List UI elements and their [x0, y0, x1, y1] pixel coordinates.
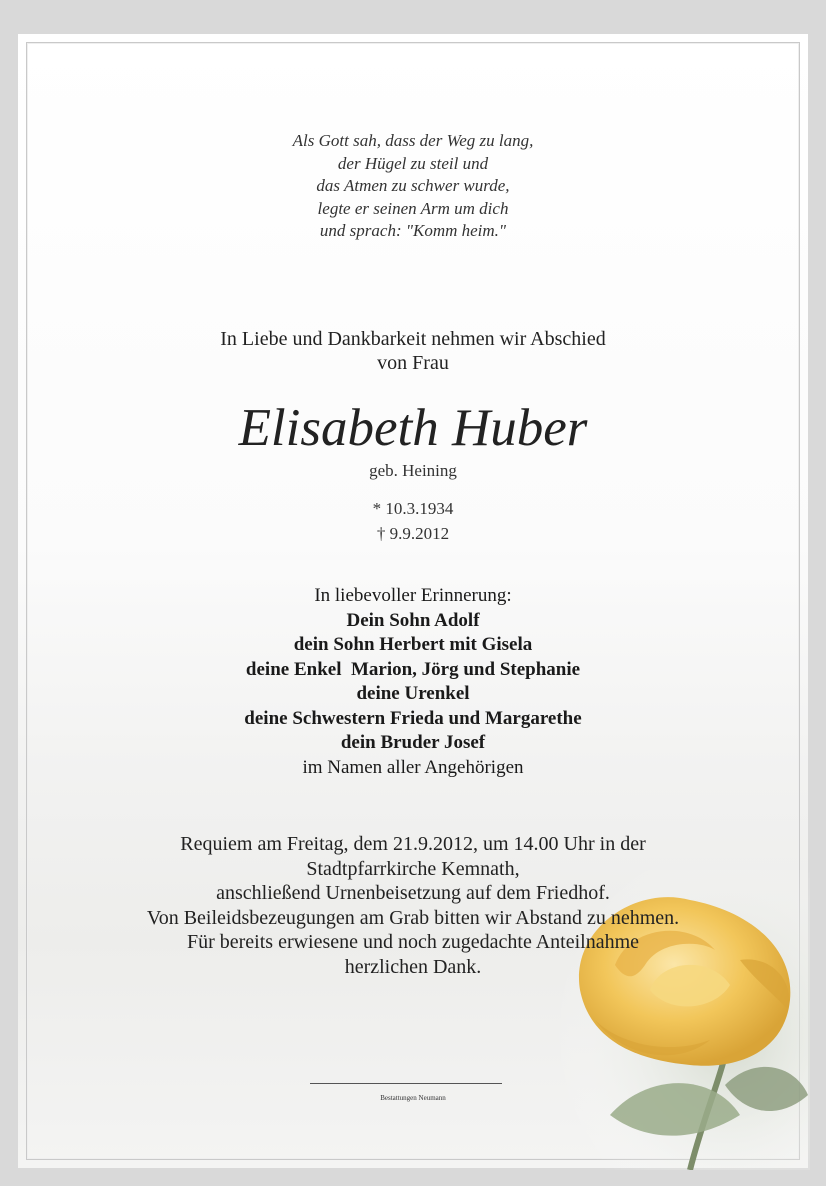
- mourner-entry: deine Enkel Marion, Jörg und Stephanie: [245, 658, 581, 680]
- funeral-home-signature: Bestattungen Neumann: [380, 1094, 446, 1102]
- maiden-name: geb. Heining: [369, 461, 457, 480]
- intro-line-2: von Frau: [377, 352, 449, 374]
- intro-line-1: In Liebe und Dankbarkeit nehmen wir Abschied: [220, 328, 606, 350]
- service-line: Stadtpfarrkirche Kemnath,: [306, 857, 520, 880]
- poem-line: legte er seinen Arm um dich: [317, 198, 509, 218]
- mourner-entry: Dein Sohn Adolf: [346, 609, 480, 631]
- life-dates: [0, 496, 826, 546]
- mourners-closing: im Namen aller Angehörigen: [302, 756, 524, 778]
- service-line: herzlichen Dank.: [344, 955, 482, 978]
- poem: [0, 130, 826, 243]
- poem-line: Als Gott sah, dass der Weg zu lang,: [292, 131, 534, 150]
- mourners-heading: In liebevoller Erinnerung:: [314, 585, 512, 606]
- poem-line: das Atmen zu schwer wurde,: [316, 176, 510, 195]
- mourners-list: [0, 584, 826, 780]
- deceased-name: Elisabeth Huber: [238, 399, 588, 457]
- birth-date: * 10.3.1934: [372, 499, 454, 518]
- mourner-entry: dein Sohn Herbert mit Gisela: [293, 634, 533, 655]
- signature-line: [310, 1083, 502, 1084]
- service-line: Für bereits erwiesene und noch zugedachte Anteilnahme: [186, 931, 640, 953]
- service-line: Von Beileidsbezeugungen am Grab bitten wir Abstand zu nehmen.: [146, 906, 680, 929]
- service-info: [0, 832, 826, 979]
- mourner-entry: deine Schwestern Frieda und Margarethe: [244, 707, 582, 729]
- death-date: † 9.9.2012: [376, 524, 450, 543]
- poem-line: und sprach: "Komm heim.": [319, 221, 507, 240]
- intro-text: [0, 327, 826, 375]
- service-line: anschließend Urnenbeisetzung auf dem Friedhof.: [216, 882, 610, 904]
- mourner-entry: deine Urenkel: [356, 683, 470, 704]
- mourner-entry: dein Bruder Josef: [340, 732, 486, 753]
- service-line: Requiem am Freitag, dem 21.9.2012, um 14.00 Uhr in der: [180, 833, 646, 855]
- poem-line: der Hügel zu steil und: [337, 153, 489, 173]
